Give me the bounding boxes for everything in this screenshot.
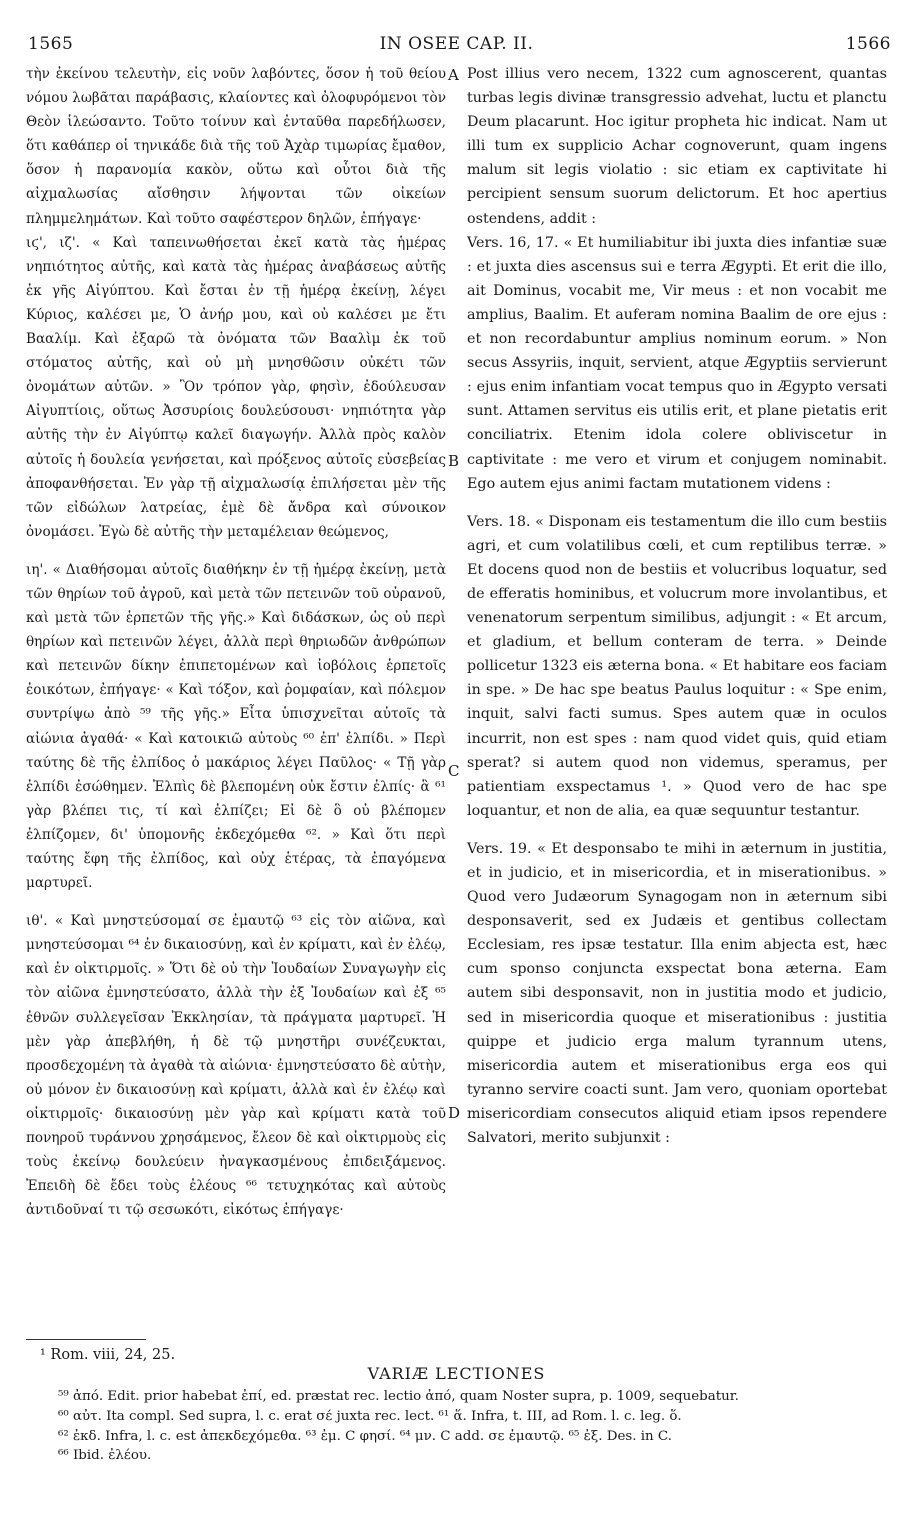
greek-paragraph: ιϛ', ιζ'. « Καὶ ταπεινωθήσεται ἐκεῖ κατὰ τὰς ἡμέρας νηπιότητος αὐτῆς, καὶ κατὰ τὰς ἡμέρας ἀναβάσεως αὐτῆς ἐκ γῆς Αἰγύπτου. Καὶ ἔσται ἐν τῇ ἡμέρᾳ ἐκείνῃ, λέγει Κύριος, καλέσει με, Ὁ ἀνήρ μου, καὶ οὐ καλέσει με ἔτι Βααλίμ. Καὶ ἐξαρῶ τὰ ὀνόματα τῶν Βααλὶμ ἐκ τοῦ στόματος αὐτῆς, καὶ οὐ μὴ μνησθῶσιν οὐκέτι τῶν ὀνομάτων αὐτῶν. » Ὃν τρόπον γὰρ, φησὶν, ἐδούλευσαν Αἰγυπτίοις, οὕτως Ἀσσυρίοις δουλεύσουσι· νηπιότητα γὰρ αὐτῆς τὴν ἐν Αἰγύπτῳ καλεῖ διαγωγήν. Ἀλλὰ πρὸς καλὸν αὐτοῖς ἡ δουλεία γενήσεται, καὶ πρόξενος αὐτοῖς εὐσεβείας ἀποφανθήσεται. Ἐν γὰρ τῇ αἰχμαλωσίᾳ ἐπιλήσεται μὲν τῆς τῶν εἰδώλων λατρείας, ἐμὲ δὲ ἄνδρα καὶ σύνοικον ὀνομάσει. Ἐγὼ δὲ αὐτῆς τὴν μεταμέλειαν θεώμενος, <box>26 234 446 540</box>
margin-mark-d: D <box>448 1104 461 1122</box>
running-title: IN OSEE CAP. II. <box>379 34 534 54</box>
greek-paragraph: ιθ'. « Καὶ μνηστεύσομαί σε ἐμαυτῷ ⁶³ εἰς τὸν αἰῶνα, καὶ μνηστεύσομαι ⁶⁴ ἐν δικαιοσύνῃ, καὶ ἐν κρίματι, καὶ ἐν ἐλέῳ, καὶ ἐν οἰκτιρμοῖς. » Ὅτι δὲ οὐ τὴν Ἰουδαίων Συναγωγὴν εἰς τὸν αἰῶνα ἐμνηστεύσατο, ἀλλὰ τὴν ἐξ Ἰουδαίων καὶ ἐξ ⁶⁵ ἐθνῶν συλλεγεῖσαν Ἐκκλησίαν, τὰ πράγματα μαρτυρεῖ. Ἡ μὲν γὰρ ἀπεβλήθη, ἡ δὲ τῷ μνηστῆρι συνέζευκται, προσδεχομένη τὰ ἀγαθὰ τὰ αἰώνια· ἐμνηστεύσατο δὲ αὐτὴν, οὐ μόνον ἐν δικαιοσύνῃ καὶ κρίματι, ἀλλὰ καὶ ἐν ἐλέῳ καὶ οἰκτιρμοῖς· δικαιοσύνῃ μὲν γὰρ καὶ κρίματι κατὰ τοῦ πονηροῦ τυράννου χρησάμενος, ἔλεον δὲ καὶ οἰκτιρμοὺς εἰς τοὺς ἐκείνῳ δουλεύειν ἠναγκασμένους ἐπιδειξάμενος. Ἐπειδὴ δὲ ἔδει τοὺς ἐλέους ⁶⁶ τετυχηκότας καὶ αὐτοὺς ἀντιδοῦναί τι τῷ σεσωκότι, εἰκότως ἐπήγαγε· <box>26 913 446 1219</box>
latin-paragraph: Vers. 16, 17. « Et humiliabitur ibi juxta dies infantiæ suæ : et juxta dies ascensus sui e terra Ægypti. Et erit die illo, ait Dominus, vocabit me, Vir meus : et non vocabit me amplius, Baalim. Et auferam nomina Baalim de ore ejus : et non recordabuntur amplius nominum eorum. » Non secus Assyriis, inquit, servient, atque Ægyptiis servierunt : ejus enim infantiam vocat tempus quo in Ægypto versati sunt. Attamen servitus eis utilis erit, et plane pietatis erit conciliatrix. Etenim idola colere obliviscetur in captivitate : me vero et virum et conjugem nominabit. Ego autem ejus animi factam mutationem videns : <box>467 234 887 492</box>
margin-mark-a: A <box>448 66 459 84</box>
variae-line: ⁶⁰ αὐτ. Ita compl. Sed supra, l. c. erat σέ juxta rec. lect. ⁶¹ ἅ. Infra, t. III, ad Rom. l. c. leg. ὅ. <box>58 1408 682 1424</box>
margin-mark-c: C <box>448 762 460 780</box>
variae-lectiones <box>58 1387 878 1466</box>
margin-mark-b: B <box>448 452 460 470</box>
latin-paragraph: Vers. 19. « Et desponsabo te mihi in æternum in justitia, et in judicio, et in misericordia, et in miserationibus. » Quod vero Judæorum Synagogam non in æternum sibi desponsaverit, sed ex Judæis et gentibus collectam Ecclesiam, res ipsæ testatur. Illa enim abjecta est, hæc cum sponso conjuncta exspectat bona æterna. Eam autem sibi desponsavit, non in justitia modo et judicio, sed in misericordia quoque et miserationibus : justitia quippe et judicio erga malum tyrannum utens, misericordia autem et miserationibus erga eos qui tyranno servire coacti sunt. Jam vero, quoniam oportebat misericordiam consecutos aliquid etiam ipsos rependere Salvatori, merito subjunxit : <box>467 840 887 1147</box>
variae-line: ⁵⁹ ἀπό. Edit. prior habebat ἐπί, ed. præstat rec. lectio ἀπό, quam Noster supra, p. 1009, sequebatur. <box>58 1389 739 1404</box>
variae-line: ⁶⁶ Ibid. ἐλέου. <box>58 1448 152 1464</box>
latin-paragraph: Vers. 18. « Disponam eis testamentum die illo cum bestiis agri, et cum volatilibus cœli, et cum reptilibus terræ. » Et docens quod non de bestiis et volucribus loquatur, sed de efferatis hominibus, et volucrum more involantibus, et venenatorum serpentum similibus, adjungit : « Et arcum, et gladium, et bellum conteram de terra. » Deinde pollicetur 1323 eis æterna bona. « Et habitare eos faciam in spe. » De hac spe beatus Paulus loquitur : « Spe enim, inquit, salvi facti sumus. Spes autem quæ in oculos incurrit, non est spes : nam quod videt quis, quid etiam sperat? si autem quod non videmus, speramus, per patientiam exspectamus ¹. » Quod vero de hac spe loquantur, et non de alia, ea quæ sequuntur testantur. <box>467 513 887 819</box>
latin-column <box>467 62 887 1150</box>
variae-line: ⁶² ἐκδ. Infra, l. c. est ἀπεκδεχόμεθα. ⁶³ ἐμ. C φησί. ⁶⁴ μν. C add. σε ἐμαυτῷ. ⁶⁵ ἐξ. Des. in C. <box>58 1428 672 1444</box>
page-number-left: 1565 <box>28 34 74 54</box>
footnote-rule <box>26 1339 146 1340</box>
footnote: ¹ Rom. viii, 24, 25. <box>40 1347 176 1363</box>
page-number-right: 1566 <box>845 34 891 54</box>
greek-paragraph: τὴν ἐκείνου τελευτὴν, εἰς νοῦν λαβόντες, ὅσον ἡ τοῦ θείου νόμου λωβᾶται παράβασις, κλαίοντες καὶ ὀλοφυρόμενοι τὸν Θεὸν ἱλεώσαντο. Τοῦτο τοίνυν καὶ ἐνταῦθα παρεδήλωσεν, ὅτι καθάπερ οἱ τηνικάδε διὰ τῆς τοῦ Ἀχὰρ τιμωρίας ἔμαθον, ὅσον ἡ παρανομία κακὸν, οὕτω καὶ οὗτοι διὰ τῆς αἰχμαλωσίας αἴσθησιν λήψονται τῶν οἰκείων πλημμελημάτων. Καὶ τοῦτο σαφέστερον δηλῶν, ἐπήγαγε· <box>26 66 446 227</box>
latin-paragraph: Post illius vero necem, 1322 cum agnoscerent, quantas turbas legis divinæ transgressio advehat, luctu et planctu Deum placarunt. Hoc igitur propheta hic indicat. Nam ut illi tum ex supplicio Achar cognoverunt, quam ingens malum sit legis violatio : sic etiam ex captivitate hi percipient sensum suorum delictorum. Et hoc apertius ostendens, addit : <box>467 66 887 227</box>
variae-lectiones-title: VARIÆ LECTIONES <box>367 1364 546 1383</box>
greek-column <box>26 62 446 1222</box>
greek-paragraph: ιη'. « Διαθήσομαι αὐτοῖς διαθήκην ἐν τῇ ἡμέρᾳ ἐκείνῃ, μετὰ τῶν θηρίων τοῦ ἀγροῦ, καὶ μετὰ τῶν πετεινῶν τοῦ οὐρανοῦ, καὶ μετὰ τῶν ἑρπετῶν τῆς γῆς.» Καὶ διδάσκων, ὡς οὐ περὶ θηρίων καὶ πετεινῶν λέγει, ἀλλὰ περὶ θηριωδῶν ἀνθρώπων καὶ πετεινῶν δίκην ἐπιπετομένων καὶ ἰοβόλοις ἑρπετοῖς ἐοικότων, ἐπήγαγε· « Καὶ τόξον, καὶ ῥομφαίαν, καὶ πόλεμον συντρίψω ἀπὸ ⁵⁹ τῆς γῆς.» Εἶτα ὑπισχνεῖται αὐτοῖς τὰ αἰώνια ἀγαθά· « Καὶ κατοικιῶ αὐτοὺς ⁶⁰ ἐπ' ἐλπίδι. » Περὶ ταύτης δὲ τῆς ἐλπίδος ὁ μακάριος λέγει Παῦλος· « Τῇ γὰρ ἐλπίδι ἐσώθημεν. Ἐλπὶς δὲ βλεπομένη οὐκ ἔστιν ἐλπίς· ἃ ⁶¹ γὰρ βλέπει τις, τί καὶ ἐλπίζει; Εἰ δὲ ὃ οὐ βλέπομεν ἐλπίζομεν, δι' ὑπομονῆς ἐκδεχόμεθα ⁶². » Καὶ ὅτι περὶ ταύτης ἔφη τῆς ἐλπίδος, καὶ οὐχ ἑτέρας, τὰ ἐπαγόμενα μαρτυρεῖ. <box>26 561 446 892</box>
